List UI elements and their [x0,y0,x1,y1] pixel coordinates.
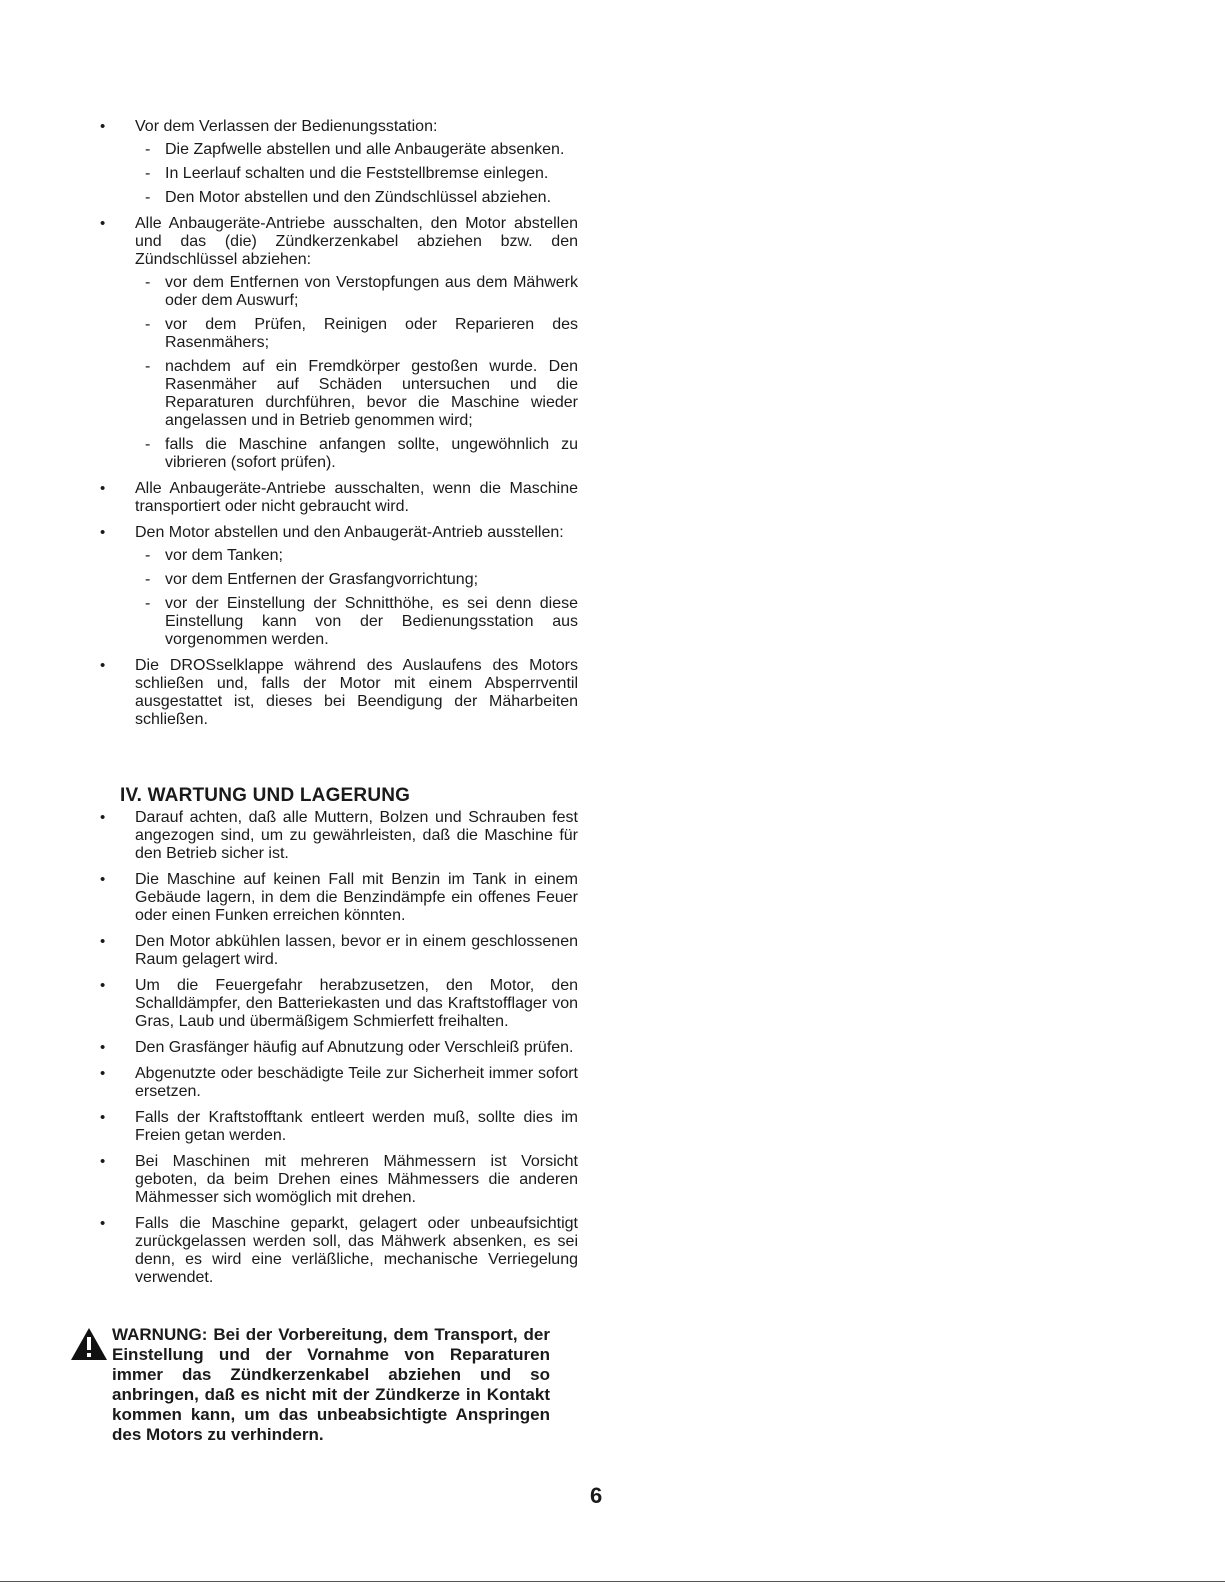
warning-triangle-icon [70,1327,108,1361]
section-heading: IV. WARTUNG UND LAGERUNG [120,785,411,806]
list-item: • Den Motor abkühlen lassen, bevor er in einem geschlossenen Raum gelagert wird. [100,933,578,969]
list-item: • Den Grasfänger häufig auf Abnutzung oder Verschleiß prüfen. [100,1039,578,1057]
page-number: 6 [590,1483,603,1508]
sub-list [135,547,578,649]
list-item-text: Die DROSselklappe während des Auslaufens des Motors schließen und, falls der Motor mit einem Absperrventil ausgestattet ist, dieses bei Beendigung der Mäharbeiten schließen. [135,657,578,728]
list-item: • Abgenutzte oder beschädigte Teile zur Sicherheit immer sofort ersetzen. [100,1065,578,1101]
sub-list-item: - falls die Maschine anfangen sollte, ungewöhnlich zu vibrieren (sofort prüfen). [135,436,578,472]
sub-list-item: - vor dem Tanken; [135,547,578,565]
list-item [100,118,578,207]
sub-list-item: - vor dem Prüfen, Reinigen oder Reparieren des Rasenmähers; [135,316,578,352]
bullet-list [100,809,578,1287]
sub-list [135,274,578,472]
list-item [100,480,578,516]
list-item: • Falls der Kraftstofftank entleert werden muß, sollte dies im Freien getan werden. [100,1109,578,1145]
sub-list-item: - Die Zapfwelle abstellen und alle Anbaugeräte absenken. [135,141,578,159]
bullet-list [100,118,578,729]
list-item: • Die Maschine auf keinen Fall mit Benzin im Tank in einem Gebäude lagern, in dem die Benzindämpfe ein offenes Feuer oder einen Funken erreichen könnten. [100,871,578,925]
list-item: • Um die Feuergefahr herabzusetzen, den Motor, den Schalldämpfer, den Batteriekasten und das Kraftstofflager von Gras, Laub und übermäßigem Schmierfett freihalten. [100,977,578,1031]
list-item [100,215,578,472]
warning-notice [70,1325,550,1445]
list-item-text: Den Motor abstellen und den Anbaugerät-Antrieb ausstellen: [135,524,564,541]
sub-list-item: - nachdem auf ein Fremdkörper gestoßen wurde. Den Rasenmäher auf Schäden untersuchen und die Reparaturen durchführen, bevor die Maschine wieder angelassen und in Betrieb genommen wird; [135,358,578,430]
sub-list-item: - vor dem Entfernen der Grasfangvorrichtung; [135,571,578,589]
sub-list-item: - vor dem Entfernen von Verstopfungen aus dem Mähwerk oder dem Auswurf; [135,274,578,310]
list-item-text: Alle Anbaugeräte-Antriebe ausschalten, den Motor abstellen und das (die) Zündkerzenkabel abziehen bzw. den Zündschlüssel abziehen: [135,215,578,268]
sub-list-item: - Den Motor abstellen und den Zündschlüssel abziehen. [135,189,578,207]
section-maintenance [100,785,578,1295]
list-item [100,657,578,729]
list-item-text: Alle Anbaugeräte-Antriebe ausschalten, wenn die Maschine transportiert oder nicht gebraucht wird. [135,480,578,515]
sub-list-item: - In Leerlauf schalten und die Feststellbremse einlegen. [135,165,578,183]
sub-list-item: - vor der Einstellung der Schnitthöhe, es sei denn diese Einstellung kann von der Bedienungsstation aus vorgenommen werden. [135,595,578,649]
list-item-text: Vor dem Verlassen der Bedienungsstation: [135,118,438,135]
list-item: • Darauf achten, daß alle Muttern, Bolzen und Schrauben fest angezogen sind, um zu gewährleisten, daß die Maschine für den Betrieb sicher ist. [100,809,578,863]
sub-list [135,141,578,207]
section-safety-list [100,118,578,737]
list-item: • Falls die Maschine geparkt, gelagert oder unbeaufsichtigt zurückgelassen werden soll, das Mähwerk absenken, es sei denn, es wird eine verläßliche, mechanische Verriegelung verwendet. [100,1215,578,1287]
list-item [100,524,578,649]
footer-divider [0,1581,1225,1582]
list-item: • Bei Maschinen mit mehreren Mähmessern ist Vorsicht geboten, da beim Drehen eines Mähmessers die anderen Mähmesser sich womöglich mit drehen. [100,1153,578,1207]
warning-text: WARNUNG: Bei der Vorbereitung, dem Transport, der Einstellung und der Vornahme von Reparaturen immer das Zündkerzenkabel abziehen und so anbringen, daß es nicht mit der Zündkerze in Kontakt kommen kann, um das unbeabsichtigte Anspringen des Motors zu verhindern. [112,1325,550,1444]
